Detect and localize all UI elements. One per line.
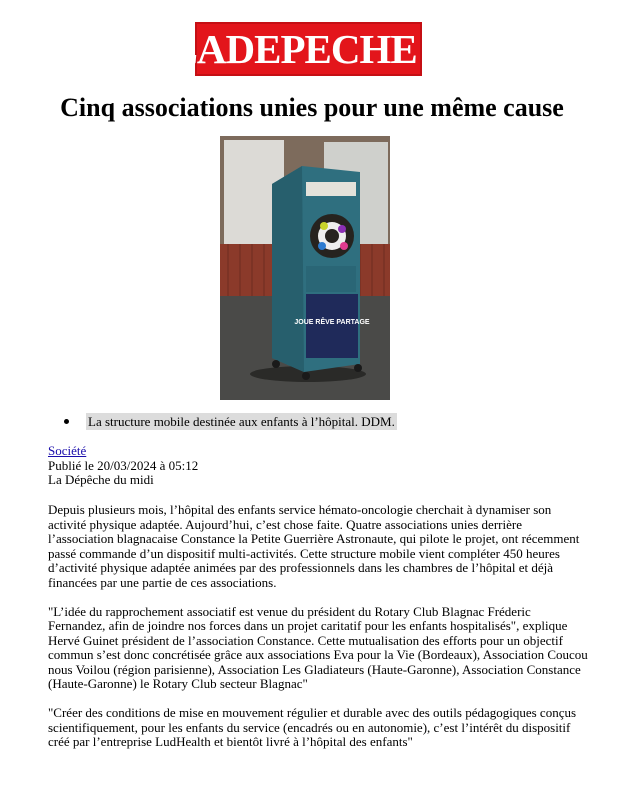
- paragraph: "L’idée du rapprochement associatif est venue du président du Rotary Club Blagnac Fréderic Fernandez, afin de joindre nos forces dans un projet caritatif pour les enfants hospitalisés", explique Hervé Guinet président de l’association Constance. Cette mutualisation des efforts pour un objectif commun s’est donc concrétisée grâce aux associations Eva pour la Vie (Bordeaux), Association Coucou nous Voilou (région parisienne), Association Les Gladiateurs (Haute-Garonne), Association Constance (Haute-Garonne) le Rotary Club secteur Blagnac": [48, 603, 588, 691]
- site-logo[interactable]: [170, 22, 447, 76]
- publish-date: Publié le 20/03/2024 à 05:12: [48, 457, 199, 473]
- logo-tld: fr: [425, 30, 447, 67]
- article-meta: [48, 444, 198, 488]
- article-photo: [220, 136, 390, 400]
- logo-brand: LADEPECHE: [170, 25, 417, 72]
- caption-item: [64, 413, 397, 430]
- bullet-icon: [64, 419, 69, 424]
- source-name: La Dépêche du midi: [48, 472, 154, 487]
- paragraph: "Créer des conditions de mise en mouvement régulier et durable avec des outils pédagogiques conçus scientifiquement, pour les enfants du service (encadrés ou en autonomie), c’est l’intérêt du dispositif créé par l’entreprise LudHealth et bientôt livré à l’hôpital des enfants": [48, 705, 577, 749]
- image-caption: La structure mobile destinée aux enfants à l’hôpital. DDM.: [88, 414, 395, 429]
- article-title: Cinq associations unies pour une même cause: [60, 93, 564, 122]
- caption-list: [64, 413, 397, 430]
- paragraph: Depuis plusieurs mois, l’hôpital des enfants service hémato-oncologie cherchait à dynamiser son activité physique adaptée. Aujourd’hui, c’est chose faite. Quatre associations unies derrière l’association blagnacaise Constance la Petite Guerrière Astronaute, qui pilote le projet, ont récemment passé commande d’un dispositif multi-activités. Cette structure mobile vient compléter 450 heures d’activité physique adaptée animées par des professionnels dans les chambres de l’hôpital et déjà financées par une partie de ces associations.: [48, 502, 580, 590]
- sign-text: JOUE RÊVE PARTAGE: [294, 319, 370, 326]
- category-link[interactable]: Société: [48, 443, 87, 458]
- article-body: [48, 503, 588, 764]
